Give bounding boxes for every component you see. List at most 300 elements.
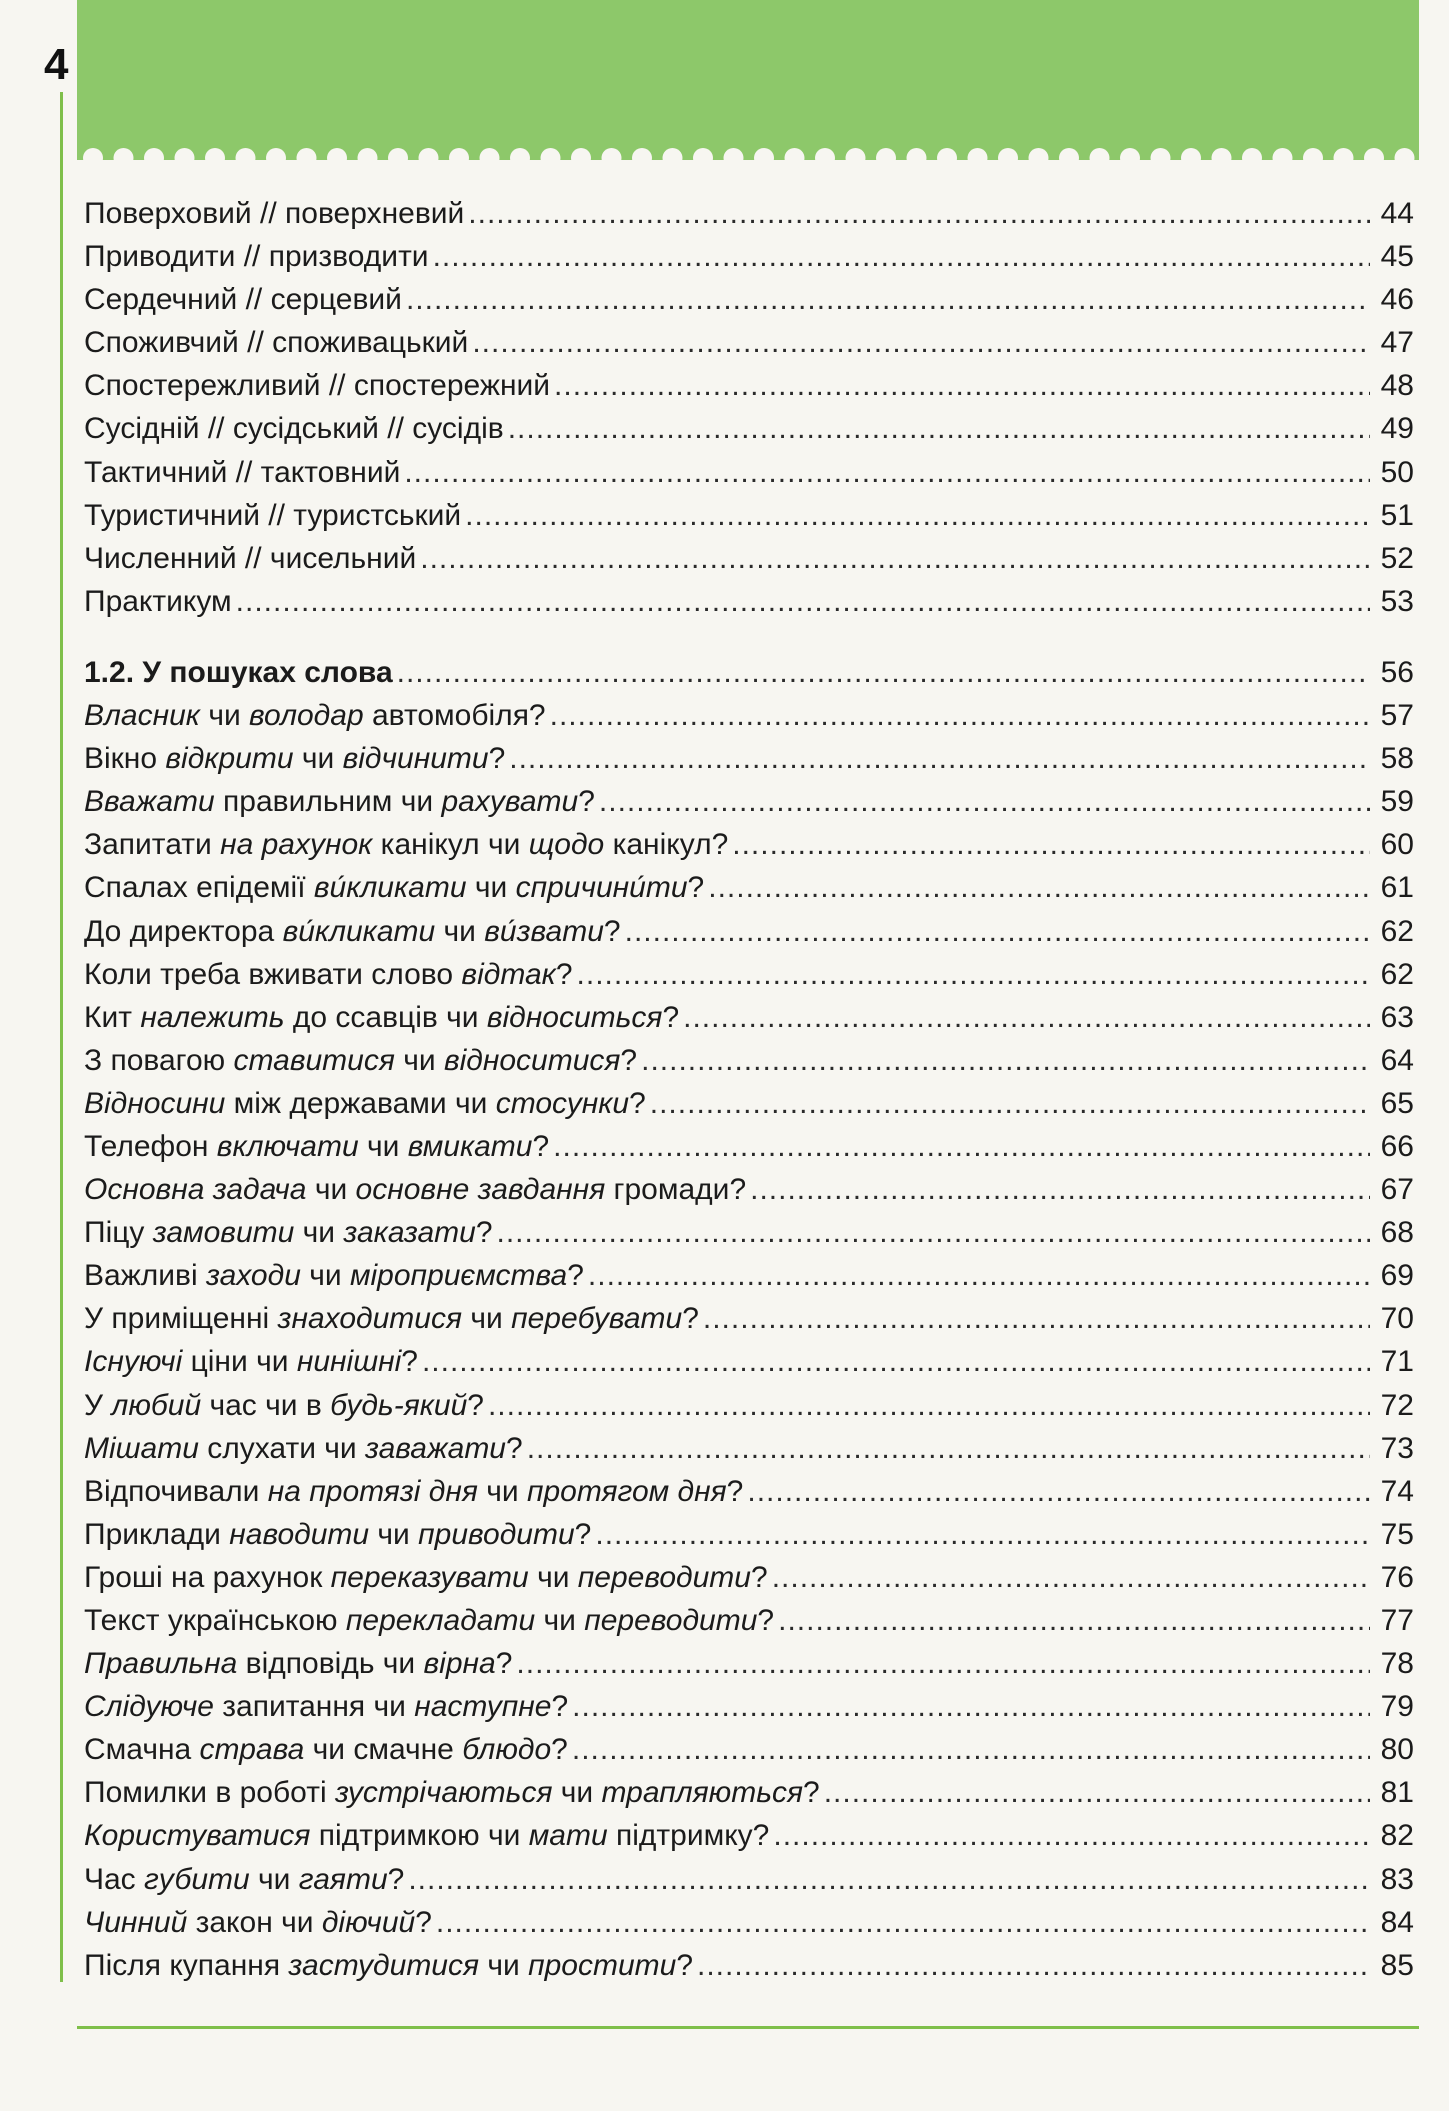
scallop bbox=[968, 148, 988, 168]
toc-entry bbox=[84, 694, 1414, 737]
toc-page-number: 53 bbox=[1380, 584, 1414, 618]
toc-entry-title bbox=[84, 494, 461, 537]
toc-entry-text: Приводити // призводити bbox=[84, 240, 429, 274]
toc-entry-text: слухати чи bbox=[198, 1431, 366, 1465]
toc-entry bbox=[84, 451, 1414, 494]
toc-entry bbox=[84, 1944, 1414, 1987]
scallop bbox=[937, 148, 957, 168]
toc-entry-text: Спостережливий // спостережний bbox=[84, 369, 551, 403]
toc-dot-leader bbox=[488, 1384, 1370, 1427]
toc-dot-leader bbox=[773, 1814, 1370, 1857]
toc-entry-text: чи bbox=[199, 699, 250, 733]
scallop bbox=[449, 148, 469, 168]
toc-entry-italic-text: вірна bbox=[423, 1647, 496, 1681]
toc-entry-title bbox=[84, 780, 595, 823]
toc-entry bbox=[84, 580, 1414, 623]
scallop bbox=[1364, 148, 1384, 168]
toc-entry-text: канікул чи bbox=[372, 828, 529, 862]
toc-entry-title bbox=[84, 1642, 512, 1685]
toc-entry-italic-text: щодо bbox=[528, 828, 605, 862]
toc-entry-italic-text: нинішні bbox=[296, 1345, 402, 1379]
toc-entry-italic-text: губити bbox=[144, 1862, 250, 1896]
toc-entry bbox=[84, 407, 1414, 450]
toc-dot-leader bbox=[595, 1513, 1370, 1556]
scallop bbox=[236, 148, 256, 168]
toc-entry-italic-text: на рахунок bbox=[220, 828, 373, 862]
toc-page-number: 73 bbox=[1380, 1431, 1414, 1465]
toc-dot-leader bbox=[650, 1082, 1370, 1125]
toc-entry bbox=[84, 737, 1414, 780]
toc-page-number: 84 bbox=[1380, 1905, 1414, 1939]
toc-entry-text: Смачна bbox=[84, 1733, 200, 1767]
toc-entry-text: ? bbox=[578, 785, 595, 819]
toc-entry bbox=[84, 1125, 1414, 1168]
toc-dot-leader bbox=[550, 694, 1370, 737]
toc-section-heading bbox=[84, 651, 1414, 694]
toc-entry-text: чи bbox=[300, 1259, 350, 1293]
toc-entry-text: Важливі bbox=[84, 1259, 206, 1293]
toc-entry bbox=[84, 1211, 1414, 1254]
toc-entry-text: ціни чи bbox=[182, 1345, 297, 1379]
toc-dot-leader bbox=[577, 953, 1370, 996]
toc-entry-text: Кит bbox=[84, 1000, 141, 1034]
toc-entry bbox=[84, 953, 1414, 996]
toc-page-number: 68 bbox=[1380, 1216, 1414, 1250]
toc-entry-italic-text: переводити bbox=[577, 1560, 751, 1594]
toc-entry-title bbox=[84, 1297, 699, 1340]
scallop bbox=[1151, 148, 1171, 168]
toc-entry-italic-text: Вважати bbox=[84, 785, 215, 819]
scallop bbox=[1212, 148, 1232, 168]
toc-entry-text: ? bbox=[603, 914, 621, 948]
toc-entry-title bbox=[84, 1771, 820, 1814]
toc-entry-title bbox=[84, 1599, 774, 1642]
toc-entry-text: підтримкою чи bbox=[310, 1819, 529, 1853]
toc-page-number: 50 bbox=[1380, 455, 1414, 489]
scallop bbox=[510, 148, 530, 168]
toc-entry bbox=[84, 1470, 1414, 1513]
toc-entry-title bbox=[84, 1814, 769, 1857]
toc-entry-italic-text: включати bbox=[216, 1129, 359, 1163]
toc-entry-text: ? bbox=[467, 1388, 484, 1422]
toc-page-number: 85 bbox=[1380, 1948, 1414, 1982]
toc-entry-italic-text: переводити bbox=[584, 1604, 758, 1637]
toc-dot-leader bbox=[703, 1297, 1370, 1340]
toc-dot-leader bbox=[236, 580, 1370, 623]
toc-entry-title bbox=[84, 580, 232, 623]
toc-dot-leader bbox=[732, 823, 1370, 866]
toc-entry bbox=[84, 278, 1414, 321]
scallop bbox=[1273, 148, 1293, 168]
toc-entry-title bbox=[84, 537, 416, 580]
toc-page-number: 76 bbox=[1380, 1560, 1414, 1594]
toc-entry-title bbox=[84, 1858, 404, 1901]
scallop bbox=[785, 148, 805, 168]
toc-page-number: 47 bbox=[1380, 326, 1414, 360]
toc-entry-italic-text: Мішати bbox=[84, 1431, 199, 1465]
scallop bbox=[846, 148, 866, 168]
toc-page-number: 75 bbox=[1380, 1517, 1414, 1551]
toc-entry-italic-text: заважати bbox=[365, 1431, 506, 1465]
toc-entry-text: чи смачне bbox=[304, 1733, 463, 1767]
scallop bbox=[663, 148, 683, 168]
toc-page-number: 51 bbox=[1380, 498, 1414, 532]
toc-entry-title bbox=[84, 1211, 493, 1254]
toc-dot-leader bbox=[397, 651, 1370, 694]
toc-dot-leader bbox=[436, 1901, 1370, 1944]
toc-dot-leader bbox=[572, 1685, 1370, 1728]
toc-entry-title bbox=[84, 1039, 637, 1082]
toc-entry bbox=[84, 1685, 1414, 1728]
toc-entry-italic-text: стосунки bbox=[495, 1086, 630, 1120]
toc-page-number: 80 bbox=[1380, 1733, 1414, 1767]
toc-entry-italic-text: відноситься bbox=[486, 1000, 663, 1034]
toc-entry-title bbox=[84, 1125, 549, 1168]
toc-entry-title bbox=[84, 1944, 693, 1987]
toc-entry-text: автомобіля? bbox=[363, 699, 546, 733]
toc-page-number: 59 bbox=[1380, 785, 1414, 819]
toc-entry-title bbox=[84, 1513, 591, 1556]
bottom-rule bbox=[77, 2026, 1419, 2029]
toc-page-number: 62 bbox=[1380, 914, 1414, 948]
toc-dot-leader bbox=[508, 407, 1370, 450]
header-scallop-border bbox=[77, 144, 1419, 168]
toc-entry-text: ? bbox=[682, 1302, 699, 1336]
toc-entry-text: ? bbox=[676, 1948, 693, 1982]
toc-entry-italic-text: замовити bbox=[152, 1216, 295, 1250]
toc-entry-title bbox=[84, 192, 464, 235]
toc-entry-italic-text: діючий bbox=[321, 1905, 416, 1939]
toc-page-number: 46 bbox=[1380, 283, 1414, 317]
toc-entry-italic-text: Власник bbox=[84, 699, 200, 733]
scallop bbox=[693, 148, 713, 168]
toc-entry-text: запитання чи bbox=[213, 1690, 415, 1724]
toc-entry-title bbox=[84, 1168, 746, 1211]
toc-entry-title bbox=[84, 996, 679, 1039]
toc-entry-italic-text: блюдо bbox=[462, 1733, 552, 1767]
toc-entry-title bbox=[84, 364, 550, 407]
toc-entry bbox=[84, 1039, 1414, 1082]
toc-entry bbox=[84, 1556, 1414, 1599]
toc-entry-text: чи bbox=[477, 1474, 527, 1508]
toc-entry-italic-text: протягом дня bbox=[526, 1474, 727, 1508]
toc-entry-italic-text: перебувати bbox=[511, 1302, 683, 1336]
toc-page-number: 62 bbox=[1380, 957, 1414, 991]
toc-entry bbox=[84, 780, 1414, 823]
toc-entry-italic-text: ви́кликати bbox=[313, 871, 467, 905]
toc-entry bbox=[84, 1254, 1414, 1297]
toc-entry-text: До директора bbox=[84, 914, 283, 948]
toc-entry bbox=[84, 1082, 1414, 1125]
toc-entry-italic-text: ви́звати bbox=[484, 914, 604, 948]
scallop bbox=[632, 148, 652, 168]
toc-entry-text: Вікно bbox=[84, 742, 166, 776]
toc-page-number: 72 bbox=[1380, 1388, 1414, 1422]
toc-entry-text: чи bbox=[394, 1043, 444, 1077]
toc-entry-text: ? bbox=[803, 1776, 820, 1810]
toc-entry-text: чи bbox=[535, 1604, 585, 1637]
toc-entry-text: канікул? bbox=[604, 828, 729, 862]
toc-entry-title bbox=[84, 651, 393, 694]
toc-entry bbox=[84, 1427, 1414, 1470]
left-margin-rule bbox=[60, 92, 63, 1982]
toc-entry-text: ? bbox=[629, 1086, 646, 1120]
page-number: 4 bbox=[44, 40, 69, 89]
toc-entry-text: час чи в bbox=[201, 1388, 331, 1422]
toc-entry-italic-text: міроприємства bbox=[349, 1259, 568, 1293]
toc-entry-text: чи bbox=[306, 1173, 356, 1207]
toc-entry bbox=[84, 910, 1414, 953]
toc-entry-text: відповідь чи bbox=[237, 1647, 424, 1681]
toc-entry-title bbox=[84, 694, 546, 737]
toc-entry-text: ? bbox=[757, 1604, 775, 1637]
toc-entry-title bbox=[84, 1082, 646, 1125]
toc-entry-title bbox=[84, 1901, 432, 1944]
toc-entry-text: У приміщенні bbox=[84, 1302, 278, 1336]
toc-entry bbox=[84, 1384, 1414, 1427]
toc-dot-leader bbox=[516, 1642, 1370, 1685]
toc-entry-text: ? bbox=[726, 1474, 744, 1508]
toc-dot-leader bbox=[408, 1858, 1370, 1901]
toc-entry-text: У bbox=[84, 1388, 112, 1422]
toc-dot-leader bbox=[572, 1728, 1370, 1771]
toc-entry-text: ? bbox=[532, 1129, 550, 1163]
toc-dot-leader bbox=[778, 1599, 1370, 1642]
toc-dot-leader bbox=[588, 1254, 1370, 1297]
toc-dot-leader bbox=[641, 1039, 1370, 1082]
toc-entry-italic-text: спричини́ти bbox=[515, 871, 688, 905]
scallop bbox=[358, 148, 378, 168]
toc-entry-title bbox=[84, 953, 573, 996]
toc-entry-title bbox=[84, 866, 704, 909]
toc-entry bbox=[84, 866, 1414, 909]
toc-entry-text: правильним чи bbox=[214, 785, 442, 819]
toc-entry bbox=[84, 996, 1414, 1039]
toc-entry-italic-text: належить bbox=[140, 1000, 285, 1034]
toc-entry-text: ? bbox=[662, 1000, 680, 1034]
toc-entry-text: закон чи bbox=[187, 1905, 322, 1939]
toc-entry-italic-text: заказати bbox=[343, 1216, 476, 1250]
toc-entry bbox=[84, 1771, 1414, 1814]
toc-entry-italic-text: простити bbox=[528, 1948, 677, 1982]
toc-entry-text: Коли треба вживати слово bbox=[84, 957, 462, 991]
toc-page-number: 63 bbox=[1380, 1000, 1414, 1034]
toc-entry-text: ? bbox=[506, 1431, 523, 1465]
toc-entry-italic-text: Відносини bbox=[84, 1086, 226, 1120]
toc-entry-title bbox=[84, 321, 468, 364]
scallop bbox=[541, 148, 561, 168]
toc-entry-italic-text: приводити bbox=[418, 1517, 575, 1551]
scallop bbox=[266, 148, 286, 168]
header-band bbox=[77, 0, 1419, 160]
toc-entry-text: 1.2. У пошуках слова bbox=[84, 655, 393, 689]
toc-entry-text: ? bbox=[495, 1647, 513, 1681]
toc-entry bbox=[84, 1901, 1414, 1944]
toc-entry-text: чи bbox=[479, 1948, 529, 1982]
toc-entry-text: чи bbox=[528, 1560, 578, 1594]
toc-entry-text: ? bbox=[551, 1733, 568, 1767]
toc-page-number: 44 bbox=[1380, 197, 1414, 230]
toc-entry-text: ? bbox=[567, 1259, 584, 1293]
toc-entry bbox=[84, 192, 1414, 235]
toc-entry-title bbox=[84, 235, 429, 278]
toc-entry bbox=[84, 1642, 1414, 1685]
scallop bbox=[876, 148, 896, 168]
toc-entry-text: чи bbox=[369, 1517, 419, 1551]
toc-entry-text: ? bbox=[488, 742, 506, 776]
toc-entry-title bbox=[84, 1470, 743, 1513]
toc-entry-text: ? bbox=[475, 1216, 493, 1250]
toc-entry-text: до ссавців чи bbox=[284, 1000, 487, 1034]
scallop bbox=[175, 148, 195, 168]
toc-entry-italic-text: перекладати bbox=[345, 1604, 536, 1637]
toc-entry-italic-text: гаяти bbox=[298, 1862, 388, 1896]
toc-page-number: 49 bbox=[1380, 412, 1414, 446]
toc-entry bbox=[84, 364, 1414, 407]
scallop bbox=[1395, 148, 1415, 168]
scallop bbox=[998, 148, 1018, 168]
toc-entry-title bbox=[84, 1254, 584, 1297]
toc-entry-text: Туристичний // туристський bbox=[84, 498, 462, 532]
toc-entry bbox=[84, 1297, 1414, 1340]
toc-entry-title bbox=[84, 1340, 418, 1383]
toc-entry-text: Сердечний // серцевий bbox=[84, 283, 402, 317]
toc-page-number: 45 bbox=[1380, 240, 1414, 274]
toc-page-number: 79 bbox=[1380, 1690, 1414, 1724]
toc-entry-text: ? bbox=[687, 871, 705, 905]
toc-dot-leader bbox=[404, 451, 1370, 494]
toc-entry-text: ? bbox=[401, 1345, 418, 1379]
toc-entry-text: Практикум bbox=[84, 584, 232, 618]
scallop bbox=[205, 148, 225, 168]
scallop bbox=[1029, 148, 1049, 168]
toc-page-number: 81 bbox=[1380, 1776, 1414, 1810]
toc-entry-title bbox=[84, 278, 402, 321]
toc-page-number: 83 bbox=[1380, 1862, 1414, 1896]
toc-entry-italic-text: Існуючі bbox=[84, 1345, 183, 1379]
scallop bbox=[602, 148, 622, 168]
scallop bbox=[388, 148, 408, 168]
toc-entry-italic-text: відкрити bbox=[165, 742, 294, 776]
toc-entry-title bbox=[84, 1427, 523, 1470]
toc-entry-italic-text: Чинний bbox=[84, 1905, 188, 1939]
toc-entry-italic-text: трапляються bbox=[601, 1776, 804, 1810]
toc-entry-text: Помилки в роботі bbox=[84, 1776, 335, 1810]
toc-dot-leader bbox=[509, 737, 1370, 780]
toc-entry-italic-text: Правильна bbox=[84, 1647, 238, 1681]
toc-dot-leader bbox=[497, 1211, 1370, 1254]
scallop bbox=[1090, 148, 1110, 168]
toc-entry-text: Поверховий // поверхневий bbox=[84, 197, 465, 230]
toc-entry-text: між державами чи bbox=[225, 1086, 496, 1120]
toc-entry-text: чи bbox=[358, 1129, 408, 1163]
toc-entry-text: З повагою bbox=[84, 1043, 234, 1077]
scallop bbox=[114, 148, 134, 168]
toc-page-number: 57 bbox=[1380, 699, 1414, 733]
toc-page-number: 58 bbox=[1380, 742, 1414, 776]
toc-dot-leader bbox=[625, 910, 1370, 953]
toc-entry-text: Численний // чисельний bbox=[84, 541, 417, 575]
toc-page-number: 74 bbox=[1380, 1474, 1414, 1508]
toc-entry-text: ? bbox=[555, 957, 573, 991]
toc-dot-leader bbox=[433, 235, 1370, 278]
toc-entry-text: Час bbox=[84, 1862, 145, 1896]
scallop bbox=[907, 148, 927, 168]
table-of-contents bbox=[84, 192, 1414, 1987]
toc-entry-title bbox=[84, 451, 400, 494]
toc-dot-leader bbox=[824, 1771, 1370, 1814]
toc-page-number: 56 bbox=[1380, 655, 1414, 689]
toc-entry-italic-text: відтак bbox=[461, 957, 556, 991]
toc-entry-text: Піцу bbox=[84, 1216, 153, 1250]
toc-entry-italic-text: ставитися bbox=[233, 1043, 395, 1077]
toc-entry-title bbox=[84, 823, 728, 866]
toc-entry bbox=[84, 1340, 1414, 1383]
toc-entry-text: чи bbox=[552, 1776, 602, 1810]
scallop bbox=[1120, 148, 1140, 168]
toc-entry-italic-text: знаходитися bbox=[277, 1302, 462, 1336]
toc-entry-title bbox=[84, 1384, 484, 1427]
toc-entry-italic-text: основне завдання bbox=[355, 1173, 606, 1207]
toc-dot-leader bbox=[772, 1556, 1370, 1599]
toc-dot-leader bbox=[406, 278, 1370, 321]
toc-entry-title bbox=[84, 407, 504, 450]
scallop bbox=[144, 148, 164, 168]
toc-entry bbox=[84, 1513, 1414, 1556]
toc-entry-italic-text: ви́кликати bbox=[282, 914, 436, 948]
toc-entry bbox=[84, 494, 1414, 537]
toc-page-number: 48 bbox=[1380, 369, 1414, 403]
toc-dot-leader bbox=[472, 321, 1370, 364]
toc-entry-text: Після купання bbox=[84, 1948, 289, 1982]
toc-entry-text: Запитати bbox=[84, 828, 221, 862]
toc-page-number: 71 bbox=[1380, 1345, 1414, 1379]
toc-entry-title bbox=[84, 910, 621, 953]
toc-entry-title bbox=[84, 1556, 768, 1599]
toc-dot-leader bbox=[683, 996, 1370, 1039]
scallop bbox=[480, 148, 500, 168]
scallop bbox=[1181, 148, 1201, 168]
toc-entry bbox=[84, 1728, 1414, 1771]
toc-page-number: 67 bbox=[1380, 1173, 1414, 1207]
scallop bbox=[297, 148, 317, 168]
toc-entry-text: ? bbox=[551, 1690, 569, 1724]
toc-entry-text: чи bbox=[249, 1862, 299, 1896]
toc-entry-text: Спалах епідемії bbox=[84, 871, 314, 905]
toc-entry-italic-text: відноситися bbox=[443, 1043, 621, 1077]
toc-entry-text: чи bbox=[435, 914, 485, 948]
toc-entry-italic-text: Слідуюче bbox=[84, 1690, 214, 1724]
toc-page-number: 82 bbox=[1380, 1819, 1414, 1853]
toc-entry-italic-text: зустрічаються bbox=[334, 1776, 553, 1810]
scallop bbox=[815, 148, 835, 168]
toc-entry-italic-text: заходи bbox=[205, 1259, 301, 1293]
toc-page-number: 78 bbox=[1380, 1647, 1414, 1681]
toc-dot-leader bbox=[422, 1340, 1370, 1383]
scallop bbox=[724, 148, 744, 168]
toc-dot-leader bbox=[747, 1470, 1370, 1513]
toc-entry-text: чи bbox=[294, 1216, 344, 1250]
toc-dot-leader bbox=[554, 364, 1370, 407]
toc-entry bbox=[84, 1814, 1414, 1857]
scallop bbox=[1334, 148, 1354, 168]
toc-dot-leader bbox=[465, 494, 1370, 537]
toc-entry-italic-text: страва bbox=[199, 1733, 305, 1767]
toc-dot-leader bbox=[420, 537, 1370, 580]
toc-page-number: 52 bbox=[1380, 541, 1414, 575]
toc-page-number: 66 bbox=[1380, 1129, 1414, 1163]
toc-entry bbox=[84, 1858, 1414, 1901]
